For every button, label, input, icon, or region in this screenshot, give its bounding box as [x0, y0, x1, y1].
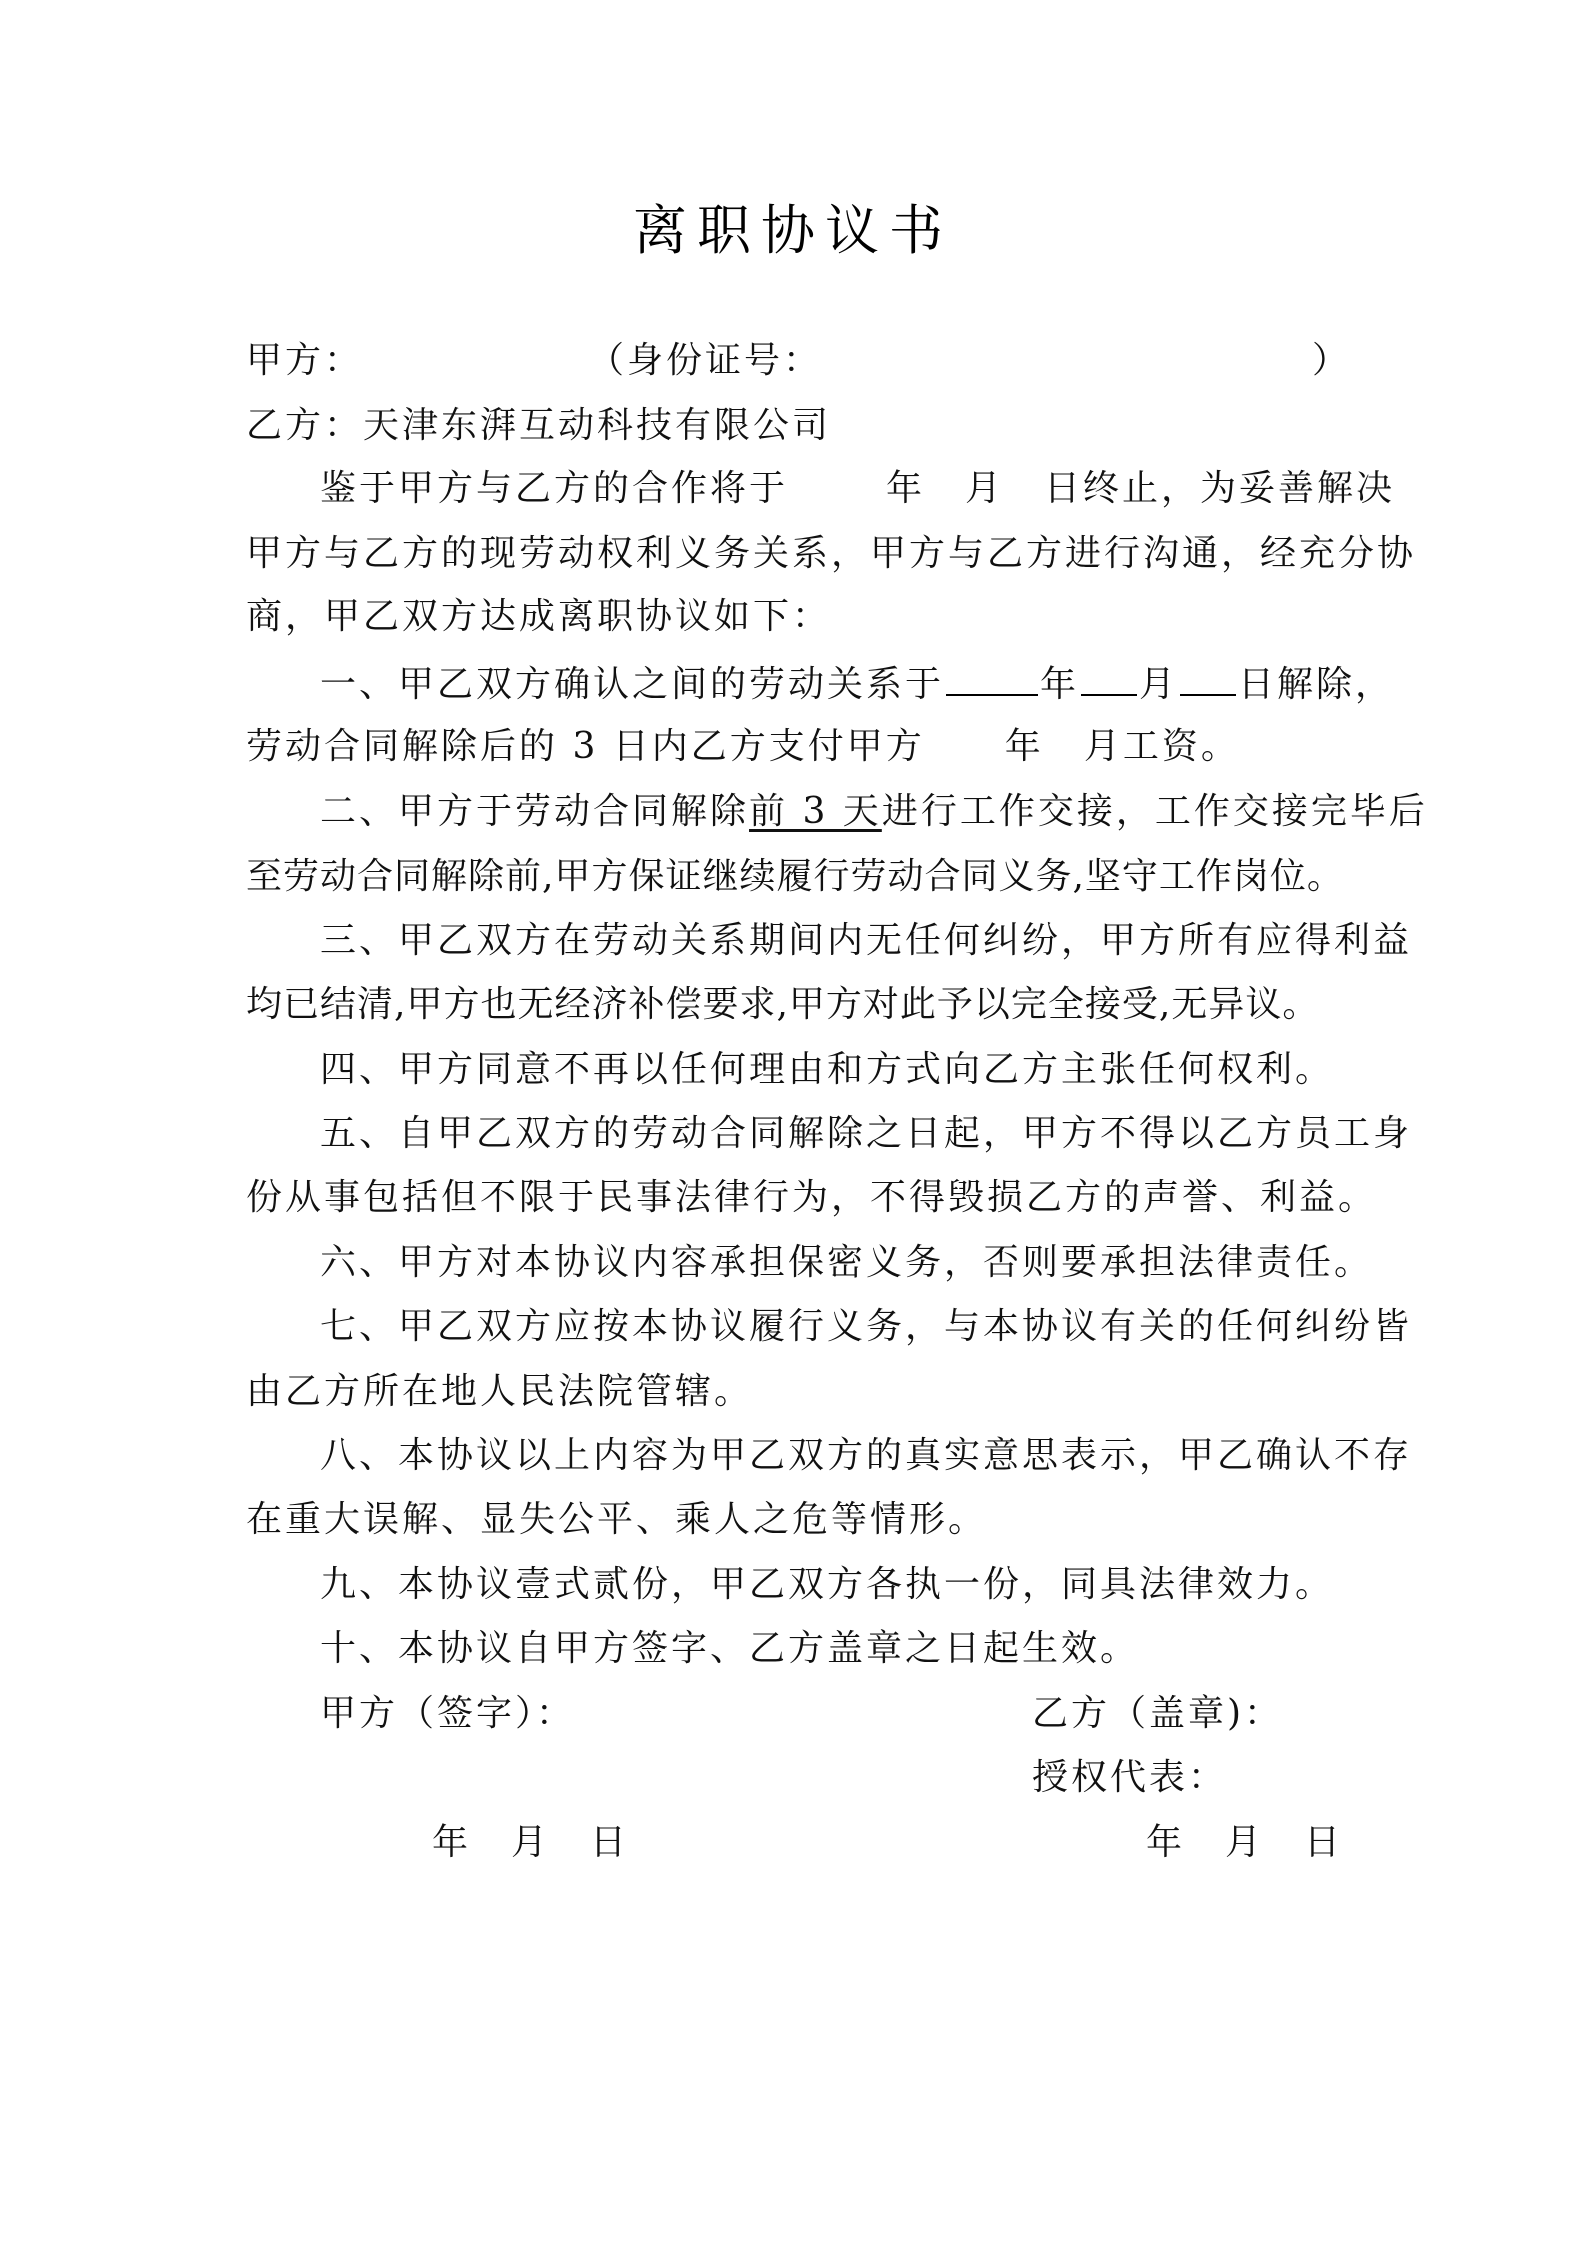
preamble-line-3: 商，甲乙双方达成离职协议如下：	[246, 596, 832, 637]
clause-1-month: 月	[1139, 664, 1179, 705]
clause-8-line-1: 八、本协议以上内容为甲乙双方的真实意思表示，甲乙确认不存	[320, 1435, 1413, 1476]
party-a-signature-label: 甲方（签字）：	[320, 1693, 576, 1734]
clause-2-underlined: 前 3 天	[749, 791, 882, 832]
preamble-line-2: 甲方与乙方的现劳动权利义务关系，甲方与乙方进行沟通，经充分协	[246, 533, 1417, 574]
party-b-line: 乙方：天津东湃互动科技有限公司	[246, 405, 832, 446]
party-b-date-month: 月	[1225, 1822, 1265, 1863]
blank-year[interactable]	[946, 660, 1038, 696]
party-a-date-month: 月	[511, 1822, 551, 1863]
clause-9: 九、本协议壹式贰份，甲乙双方各执一份，同具法律效力。	[320, 1564, 1335, 1605]
clause-1-day: 日解除，	[1238, 664, 1395, 705]
id-label: （身份证号：	[588, 340, 823, 381]
party-a-label: 甲方：	[246, 340, 364, 381]
clause-7-line-1: 七、甲乙双方应按本协议履行义务，与本协议有关的任何纠纷皆	[320, 1306, 1413, 1347]
clause-1-wage-month: 月工资。	[1083, 726, 1240, 767]
blank-month[interactable]	[1081, 660, 1137, 696]
clause-3-line-2: 均已结清,甲方也无经济补偿要求,甲方对此予以完全接受,无异议。	[246, 984, 1320, 1025]
clause-8-line-2: 在重大误解、显失公平、乘人之危等情形。	[246, 1499, 988, 1540]
preamble-month: 月	[965, 468, 1005, 509]
preamble-text-end: 日终止，为妥善解决	[1044, 468, 1396, 509]
clause-1-line-1	[320, 660, 1395, 708]
clause-6: 六、甲方对本协议内容承担保密义务，否则要承担法律责任。	[320, 1242, 1374, 1283]
party-a-date	[432, 1820, 629, 1866]
clause-5-line-1: 五、自甲乙双方的劳动合同解除之日起，甲方不得以乙方员工身	[320, 1113, 1413, 1154]
party-b-date-day: 日	[1304, 1822, 1344, 1863]
document-title: 离职协议书	[633, 199, 953, 262]
clause-7-line-2: 由乙方所在地人民法院管辖。	[246, 1371, 754, 1412]
clause-2-line-2: 至劳动合同解除前,甲方保证继续履行劳动合同义务,坚守工作岗位。	[246, 856, 1344, 897]
party-b-date	[1146, 1820, 1343, 1866]
clause-5-line-2: 份从事包括但不限于民事法律行为，不得毁损乙方的声誉、利益。	[246, 1177, 1378, 1218]
clause-2-text: 二、甲方于劳动合同解除	[320, 791, 750, 832]
clause-1-text-2: 劳动合同解除后的 3 日内乙方支付甲方	[246, 726, 925, 767]
clause-1-wage-year: 年	[1004, 726, 1044, 767]
clause-4: 四、甲方同意不再以任何理由和方式向乙方主张任何权利。	[320, 1049, 1335, 1090]
preamble-line-1	[320, 466, 1396, 512]
party-b-seal-label: 乙方（盖章)：	[1032, 1693, 1284, 1734]
clause-2-text-end: 进行工作交接，工作交接完毕后	[881, 791, 1428, 832]
authorized-rep-label: 授权代表：	[1032, 1757, 1228, 1798]
party-a-date-year: 年	[432, 1822, 472, 1863]
party-a-date-day: 日	[590, 1822, 630, 1863]
preamble-year: 年	[886, 468, 926, 509]
clause-10: 十、本协议自甲方签字、乙方盖章之日起生效。	[320, 1628, 1140, 1669]
preamble-text: 鉴于甲方与乙方的合作将于	[320, 468, 789, 509]
clause-1-year: 年	[1040, 664, 1080, 705]
clause-2-line-1	[320, 789, 1428, 835]
clause-3-line-1: 三、甲乙双方在劳动关系期间内无任何纠纷，甲方所有应得利益	[320, 920, 1413, 961]
clause-1-text: 一、甲乙双方确认之间的劳动关系于	[320, 664, 945, 705]
id-close: ）	[1312, 340, 1352, 381]
blank-day[interactable]	[1180, 660, 1236, 696]
clause-1-line-2	[246, 724, 1356, 770]
party-b-date-year: 年	[1146, 1822, 1186, 1863]
